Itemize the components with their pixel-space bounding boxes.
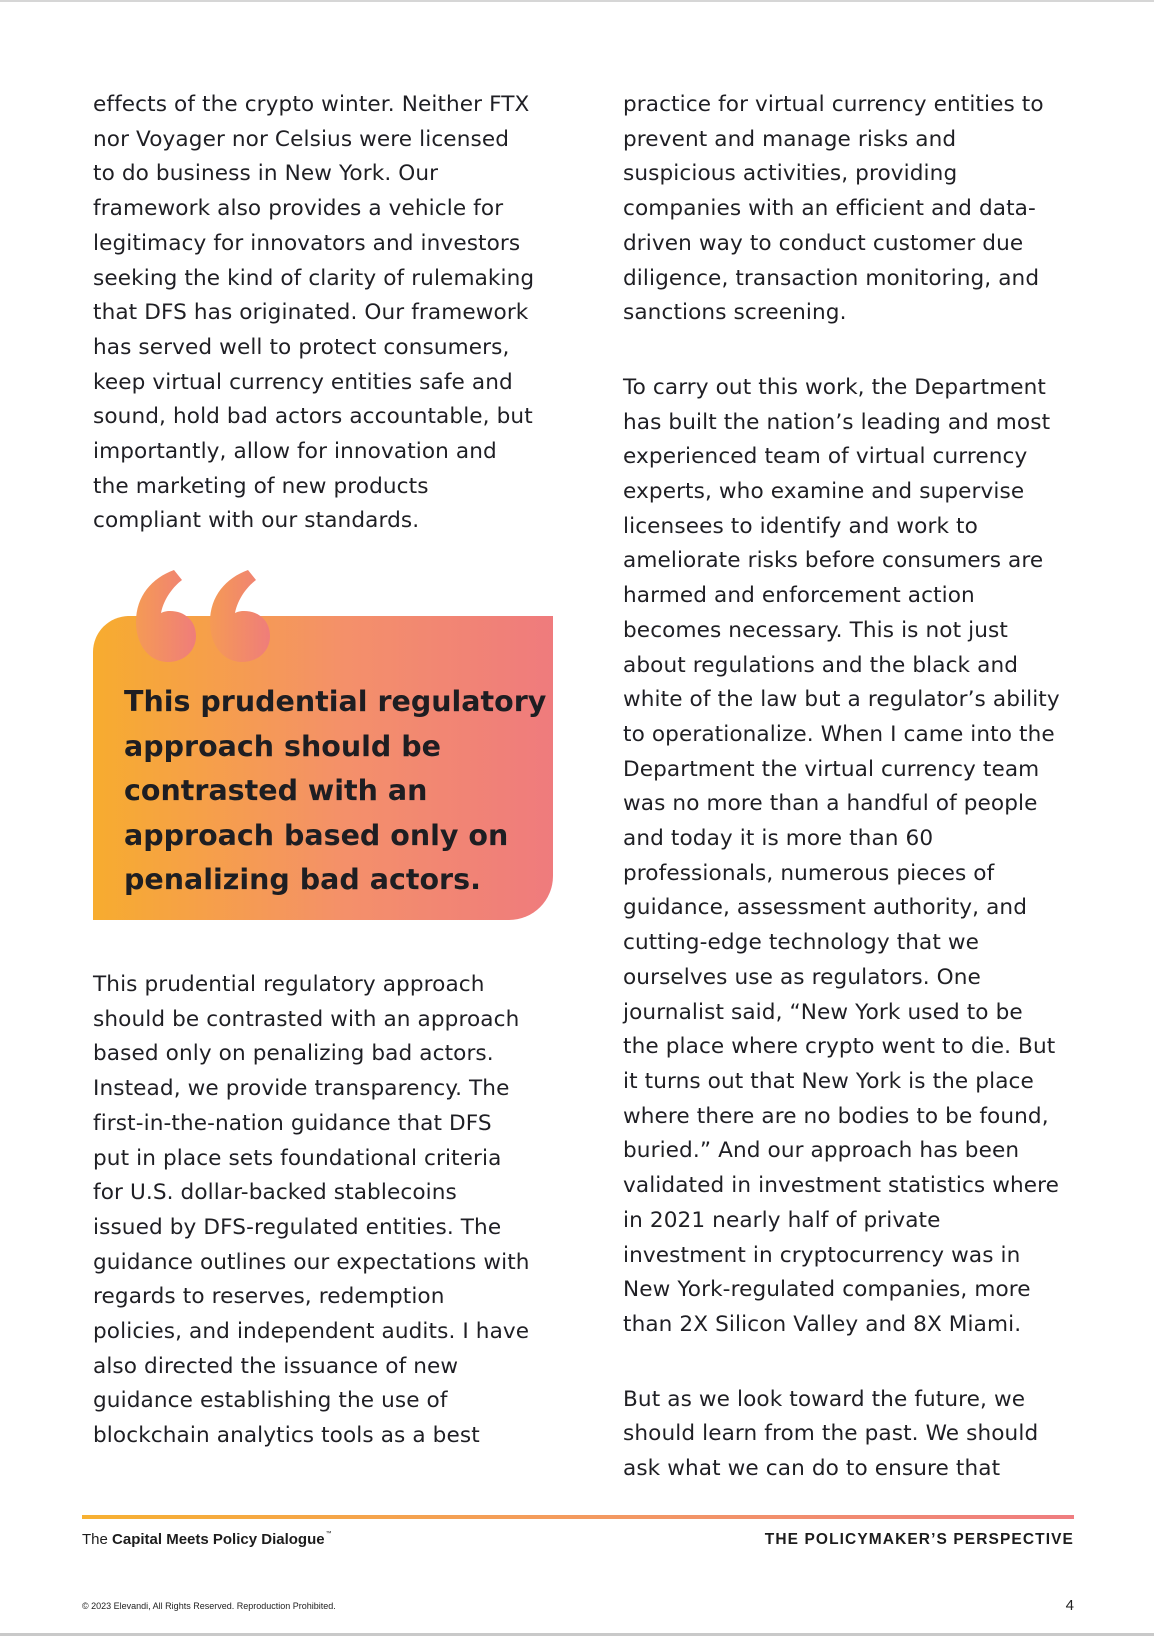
text-line: blockchain analytics tools as a best bbox=[93, 1423, 480, 1449]
text-line: where there are no bodies to be found, bbox=[623, 1103, 1049, 1129]
text-line: compliant with our standards. bbox=[93, 508, 420, 534]
text-line: This prudential regulatory bbox=[124, 685, 547, 718]
text-line: This prudential regulatory approach bbox=[93, 972, 485, 997]
text-line: experts, who examine and supervise bbox=[623, 479, 1025, 505]
text-line: guidance outlines our expectations with bbox=[93, 1249, 530, 1275]
text-line: should learn from the past. We should bbox=[623, 1421, 1039, 1447]
text-line: buried.” And our approach has been bbox=[623, 1138, 1020, 1164]
text-line: But as we look toward the future, we bbox=[623, 1386, 1026, 1412]
text-line: effects of the crypto winter. Neither FTX bbox=[93, 92, 530, 117]
text-line: than 2X Silicon Valley and 8X Miami. bbox=[623, 1311, 1022, 1337]
text-line: importantly, allow for innovation and bbox=[93, 439, 497, 465]
text-line: the marketing of new products bbox=[93, 473, 429, 499]
text-line: has served well to protect consumers, bbox=[93, 334, 510, 360]
footer-gradient-rule bbox=[82, 1515, 1074, 1519]
text-line: about regulations and the black and bbox=[623, 652, 1019, 678]
text-line: seeking the kind of clarity of rulemaking bbox=[93, 265, 535, 291]
text-line: investment in cryptocurrency was in bbox=[623, 1242, 1021, 1268]
brand-prefix: The bbox=[82, 1531, 113, 1548]
text-line: diligence, transaction monitoring, and bbox=[623, 265, 1040, 291]
text-line: has built the nation’s leading and most bbox=[623, 409, 1051, 435]
text-line: New York-regulated companies, more bbox=[623, 1277, 1031, 1303]
text-line: keep virtual currency entities safe and bbox=[93, 369, 513, 395]
right-column bbox=[623, 88, 1093, 1487]
text-line: guidance establishing the use of bbox=[93, 1388, 448, 1414]
text-line: contrasted with an bbox=[124, 774, 428, 808]
text-line: To carry out this work, the Department bbox=[623, 374, 1046, 400]
text-line: practice for virtual currency entities to bbox=[623, 92, 1044, 117]
text-line: approach based only on bbox=[124, 818, 509, 852]
text-line: cutting-edge technology that we bbox=[623, 930, 980, 956]
text-line: white of the law but a regulator’s ability bbox=[623, 687, 1060, 713]
brand-name: Capital Meets Policy Dialogue bbox=[112, 1531, 325, 1548]
text-line: journalist said, “New York used to be bbox=[623, 999, 1023, 1025]
left-paragraph-1 bbox=[93, 88, 563, 539]
text-line: for U.S. dollar-backed stablecoins bbox=[93, 1180, 457, 1206]
text-line: and today it is more than 60 bbox=[623, 826, 934, 852]
text-line: experienced team of virtual currency bbox=[623, 444, 1028, 470]
page-number: 4 bbox=[1065, 1597, 1074, 1614]
text-line: nor Voyager nor Celsius were licensed bbox=[93, 126, 510, 152]
text-line: issued by DFS-regulated entities. The bbox=[93, 1214, 502, 1240]
left-column bbox=[93, 88, 563, 539]
right-paragraph-2 bbox=[623, 371, 1093, 1343]
text-line: policies, and independent audits. I have bbox=[93, 1319, 530, 1345]
footer-section-title: THE POLICYMAKER’S PERSPECTIVE bbox=[764, 1531, 1074, 1548]
right-paragraph-1 bbox=[623, 88, 1093, 331]
text-line: driven way to conduct customer due bbox=[623, 230, 1024, 256]
text-line: to do business in New York. Our bbox=[93, 161, 439, 187]
text-line: ourselves use as regulators. One bbox=[623, 964, 981, 990]
left-column-lower bbox=[93, 968, 563, 1454]
text-line: also directed the issuance of new bbox=[93, 1353, 459, 1379]
copyright-notice: © 2023 Elevandi, All Rights Reserved. Reproduction Prohibited. bbox=[82, 1601, 336, 1611]
text-line: licensees to identify and work to bbox=[623, 513, 978, 539]
page-top-rule bbox=[0, 0, 1154, 2]
text-line: validated in investment statistics where bbox=[623, 1173, 1060, 1199]
text-line: approach should be bbox=[124, 729, 441, 763]
text-line: that DFS has originated. Our framework bbox=[93, 300, 529, 326]
text-line: suspicious activities, providing bbox=[623, 161, 958, 187]
text-line: to operationalize. When I came into the bbox=[623, 721, 1055, 747]
left-paragraph-2 bbox=[93, 968, 563, 1454]
text-line: in 2021 nearly half of private bbox=[623, 1207, 941, 1233]
pull-quote-text bbox=[124, 680, 547, 903]
text-line: penalizing bad actors. bbox=[124, 863, 481, 897]
right-paragraph-3 bbox=[623, 1383, 1093, 1487]
text-line: framework also provides a vehicle for bbox=[93, 196, 504, 222]
text-line: first-in-the-nation guidance that DFS bbox=[93, 1110, 492, 1136]
text-line: based only on penalizing bad actors. bbox=[93, 1041, 494, 1067]
text-line: should be contrasted with an approach bbox=[93, 1006, 520, 1032]
text-line: ask what we can do to ensure that bbox=[623, 1456, 1001, 1482]
text-line: harmed and enforcement action bbox=[623, 583, 975, 609]
quote-mark-icon bbox=[130, 566, 280, 666]
text-line: sound, hold bad actors accountable, but bbox=[93, 404, 533, 430]
text-line: legitimacy for innovators and investors bbox=[93, 230, 521, 256]
text-line: put in place sets foundational criteria bbox=[93, 1145, 502, 1171]
text-line: regards to reserves, redemption bbox=[93, 1284, 445, 1310]
text-line: Instead, we provide transparency. The bbox=[93, 1076, 510, 1102]
text-line: it turns out that New York is the place bbox=[623, 1068, 1034, 1094]
text-line: becomes necessary. This is not just bbox=[623, 617, 1008, 643]
brand-trademark: ™ bbox=[325, 1531, 332, 1537]
text-line: professionals, numerous pieces of bbox=[623, 860, 995, 886]
text-line: was no more than a handful of people bbox=[623, 791, 1038, 817]
footer-brand bbox=[82, 1531, 332, 1548]
text-line: companies with an efficient and data- bbox=[623, 196, 1036, 222]
text-line: prevent and manage risks and bbox=[623, 126, 957, 152]
text-line: Department the virtual currency team bbox=[623, 756, 1040, 782]
text-line: ameliorate risks before consumers are bbox=[623, 548, 1044, 574]
text-line: sanctions screening. bbox=[623, 300, 847, 326]
text-line: guidance, assessment authority, and bbox=[623, 895, 1028, 921]
text-line: the place where crypto went to die. But bbox=[623, 1034, 1056, 1060]
